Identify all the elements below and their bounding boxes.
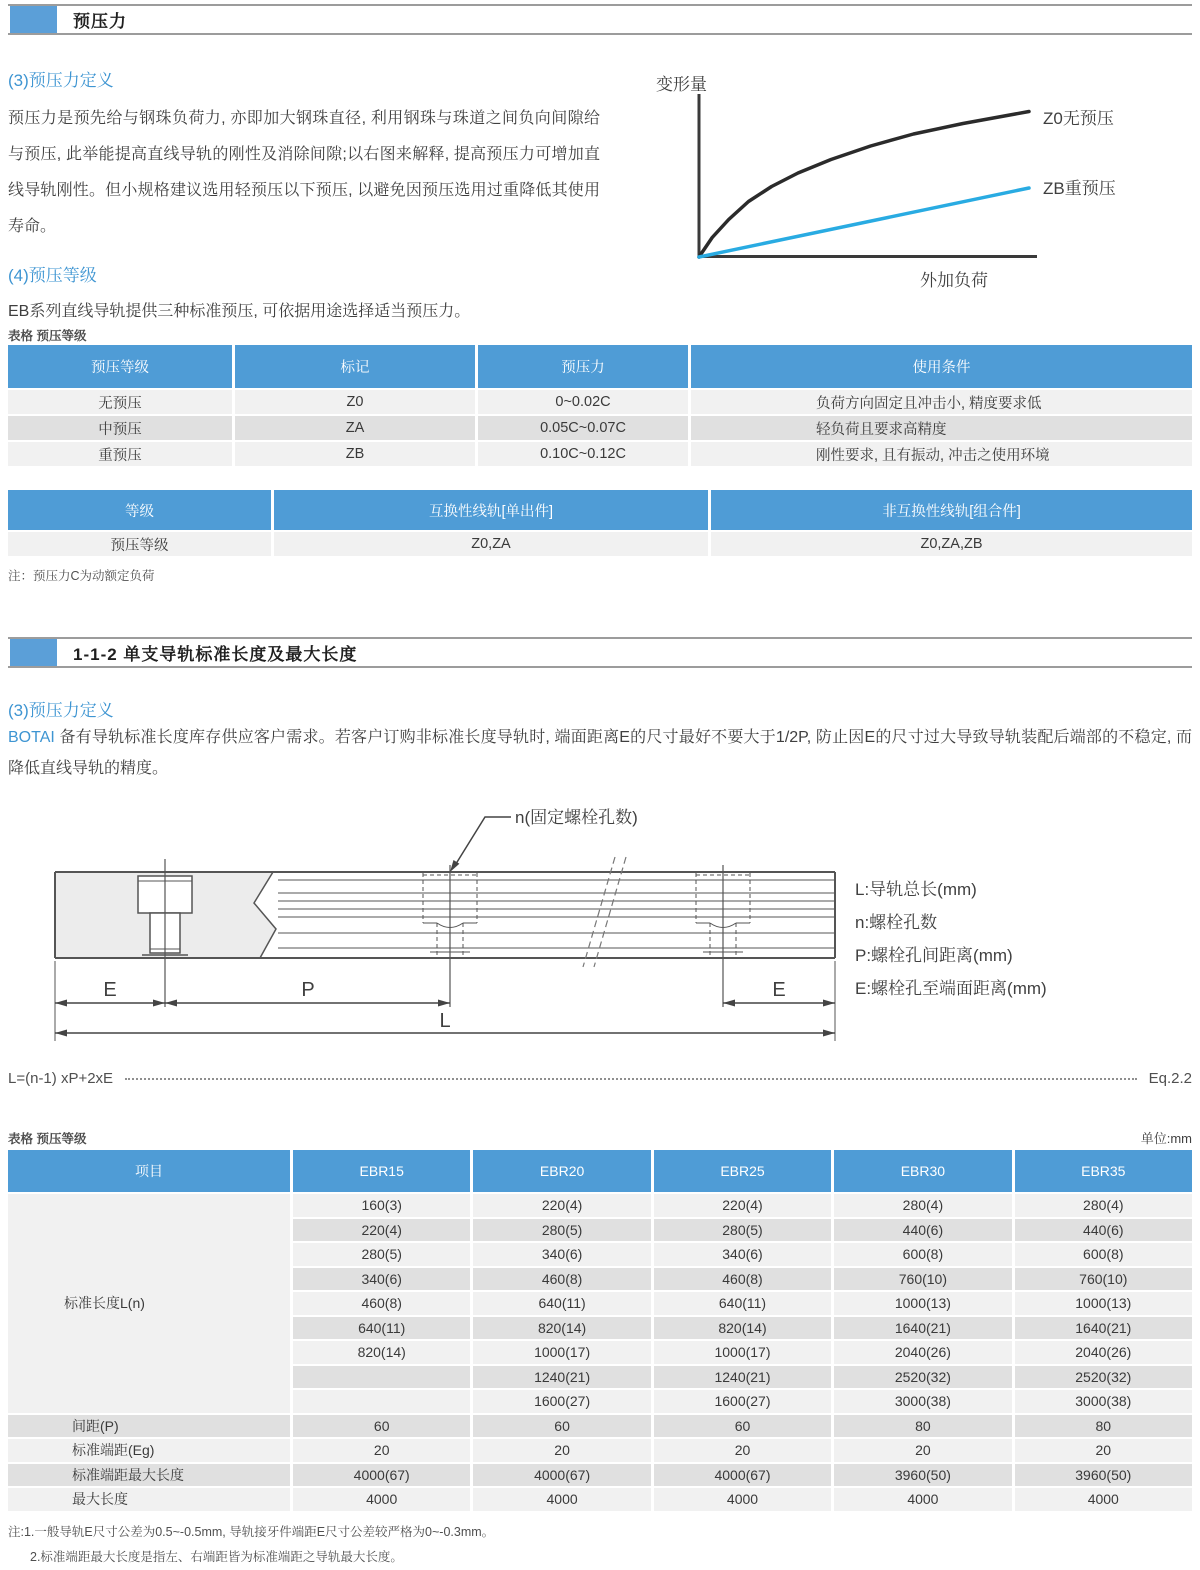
cell: 440(6) (1015, 1219, 1192, 1242)
col-header: 预压等级 (8, 345, 232, 388)
section-title: 1-1-2 单支导轨标准长度及最大长度 (73, 645, 358, 664)
dim-label-l: L (439, 1010, 451, 1032)
paragraph-preload-levels: EB系列直线导轨提供三种标准预压, 可依据用途选择适当预压力。 (8, 303, 471, 320)
cell: 3960(50) (1015, 1464, 1192, 1487)
col-header: 非互换性线轨[组合件] (711, 490, 1192, 530)
cell: 1000(13) (834, 1292, 1011, 1315)
cell: 600(8) (834, 1243, 1011, 1266)
cell: 820(14) (293, 1341, 470, 1364)
footnotes (8, 1520, 494, 1570)
cell: 4000(67) (293, 1464, 470, 1487)
rail-dimension-diagram (8, 795, 1192, 1067)
cell: 1000(13) (1015, 1292, 1192, 1315)
brand-text: BOTAI (8, 729, 55, 746)
table2-note: 注：预压力C为动额定负荷 (8, 569, 155, 583)
cell: 20 (293, 1439, 470, 1462)
formula-row (8, 1070, 1192, 1087)
col-header: EBR20 (473, 1150, 650, 1192)
cell: 4000(67) (654, 1464, 831, 1487)
diagram-legend (855, 880, 1047, 998)
cell: 无预压 (8, 390, 232, 414)
cell: 340(6) (473, 1243, 650, 1266)
cell: 80 (1015, 1415, 1192, 1438)
series-label-z0: Z0无预压 (1043, 109, 1114, 128)
section-header-standard-length (8, 637, 1192, 668)
cell: 1240(21) (654, 1366, 831, 1389)
cell: 820(14) (473, 1317, 650, 1340)
cell: 280(5) (293, 1243, 470, 1266)
dotted-leader (125, 1078, 1137, 1080)
cell: 80 (834, 1415, 1011, 1438)
cell: 1600(27) (654, 1390, 831, 1413)
footnote-1: 注:1.一般导轨E尺寸公差为0.5~-0.5mm, 导轨接牙件端距E尺寸公差较严格为0~-0.3mm。 (8, 1525, 495, 1539)
paragraph-preload-definition: 预压力是预先给与钢珠负荷力, 亦即加大钢珠直径, 利用钢珠与珠道之间负向间隙给与预压, 此举能提高直线导轨的刚性及消除间隙;以右图来解释, 提高预压力可增加直线导轨刚性。但小规格建议选用轻预压以下预压, 以避免因预压选用过重降低其使用寿命。 (8, 110, 600, 235)
cell: 640(11) (473, 1292, 650, 1315)
cell: 20 (834, 1439, 1011, 1462)
svg-text:E:螺栓孔至端面距离(mm): E:螺栓孔至端面距离(mm) (855, 979, 1047, 998)
cell: 820(14) (654, 1317, 831, 1340)
cell: 1640(21) (834, 1317, 1011, 1340)
col-header: EBR15 (293, 1150, 470, 1192)
blue-square-marker (10, 6, 57, 33)
row-label-standard-length: 标准长度L(n) (8, 1194, 290, 1413)
cell: 280(4) (1015, 1194, 1192, 1217)
cell: 0~0.02C (478, 390, 688, 414)
interchangeability-table (8, 490, 1192, 556)
row-label: 最大长度 (8, 1488, 290, 1511)
break-symbol (583, 857, 626, 967)
cell: 3960(50) (834, 1464, 1011, 1487)
cell: 4000 (654, 1488, 831, 1511)
cell: 760(10) (1015, 1268, 1192, 1291)
dim-label-e-left: E (103, 979, 117, 1001)
table3-caption: 表格 预压等级 (8, 1131, 87, 1146)
cell: 3000(38) (834, 1390, 1011, 1413)
cell: 4000 (293, 1488, 470, 1511)
cell (293, 1366, 470, 1389)
cell: 4000(67) (473, 1464, 650, 1487)
cell: 1000(17) (473, 1341, 650, 1364)
cell: 4000 (473, 1488, 650, 1511)
intro-column (8, 66, 600, 330)
col-header: EBR35 (1015, 1150, 1192, 1192)
cell: 1240(21) (473, 1366, 650, 1389)
cell: 1600(27) (473, 1390, 650, 1413)
section-header-preload (8, 4, 1192, 35)
cell: 0.05C~0.07C (478, 416, 688, 440)
table3-caption-row (8, 1128, 1192, 1147)
row-label: 标准端距最大长度 (8, 1464, 290, 1487)
cell: 1000(17) (654, 1341, 831, 1364)
cell: 160(3) (293, 1194, 470, 1217)
cell: Z0,ZA (274, 532, 708, 556)
cell: 20 (473, 1439, 650, 1462)
col-header: EBR25 (654, 1150, 831, 1192)
cell: 600(8) (1015, 1243, 1192, 1266)
cell: 重预压 (8, 442, 232, 466)
col-header: EBR30 (834, 1150, 1011, 1192)
cell: 280(4) (834, 1194, 1011, 1217)
cell: 460(8) (654, 1268, 831, 1291)
cell: 负荷方向固定且冲击小, 精度要求低 (691, 390, 1192, 414)
y-axis-label: 变形量 (656, 75, 707, 94)
rail-groove-lines (278, 880, 835, 948)
cell: 60 (654, 1415, 831, 1438)
cell: Z0 (235, 390, 475, 414)
cell: 20 (654, 1439, 831, 1462)
cell: 60 (473, 1415, 650, 1438)
heading-preload-levels: (4)预压等级 (8, 266, 97, 285)
cell: 440(6) (834, 1219, 1011, 1242)
preload-deformation-chart (622, 60, 1197, 300)
col-header: 项目 (8, 1150, 290, 1192)
cell: 460(8) (293, 1292, 470, 1315)
svg-text:n:螺栓孔数: n:螺栓孔数 (855, 913, 938, 932)
curve-z0-no-preload (699, 112, 1029, 258)
cell: ZB (235, 442, 475, 466)
cell: 640(11) (293, 1317, 470, 1340)
cell: 4000 (1015, 1488, 1192, 1511)
col-header: 标记 (235, 345, 475, 388)
cell: 60 (293, 1415, 470, 1438)
svg-text:n(固定螺栓孔数): n(固定螺栓孔数) (515, 808, 638, 827)
cell: ZA (235, 416, 475, 440)
row-label: 间距(P) (8, 1415, 290, 1438)
series-label-zb: ZB重预压 (1043, 179, 1116, 198)
paragraph-body: 备有导轨标准长度库存供应客户需求。若客户订购非标准长度导轨时, 端面距离E的尺寸最好不要大于1/2P, 防止因E的尺寸过大导致导轨装配后端部的不稳定, 而降低直线导轨的精度。 (8, 729, 1192, 777)
line-zb-heavy-preload (699, 188, 1029, 257)
cell: 2040(26) (1015, 1341, 1192, 1364)
formula-expression: L=(n-1) xP+2xE (8, 1070, 114, 1087)
cell: 280(5) (473, 1219, 650, 1242)
col-header: 使用条件 (691, 345, 1192, 388)
col-header: 等级 (8, 490, 271, 530)
cell: 0.10C~0.12C (478, 442, 688, 466)
cell: 20 (1015, 1439, 1192, 1462)
cell (293, 1390, 470, 1413)
cell: 460(8) (473, 1268, 650, 1291)
cell: 预压等级 (8, 532, 271, 556)
cell: 220(4) (293, 1219, 470, 1242)
x-axis-label: 外加负荷 (920, 271, 988, 290)
dim-label-e-right: E (772, 979, 786, 1001)
equation-number: Eq.2.2 (1148, 1070, 1192, 1087)
unit-label: 单位:mm (1140, 1131, 1192, 1146)
bolt-count-callout (450, 808, 638, 872)
col-header: 预压力 (478, 345, 688, 388)
cell: 2040(26) (834, 1341, 1011, 1364)
cell: 280(5) (654, 1219, 831, 1242)
cell: 220(4) (654, 1194, 831, 1217)
cell: 4000 (834, 1488, 1011, 1511)
cell: 刚性要求, 且有振动, 冲击之使用环境 (691, 442, 1192, 466)
table1-caption: 表格 预压等级 (8, 329, 87, 343)
cell: 轻负荷且要求高精度 (691, 416, 1192, 440)
paragraph-standard-length (8, 722, 1192, 784)
row-label: 标准端距(Eg) (8, 1439, 290, 1462)
cell: 中预压 (8, 416, 232, 440)
section-title: 预压力 (73, 12, 127, 31)
cell: Z0,ZA,ZB (711, 532, 1192, 556)
cell: 340(6) (654, 1243, 831, 1266)
cell: 760(10) (834, 1268, 1011, 1291)
cell: 3000(38) (1015, 1390, 1192, 1413)
standard-length-table (8, 1150, 1192, 1511)
blue-square-marker (10, 639, 57, 666)
svg-text:P:螺栓孔间距离(mm): P:螺栓孔间距离(mm) (855, 946, 1013, 965)
footnote-2: 2.标准端距最大长度是指左、右端距皆为标准端距之导轨最大长度。 (30, 1550, 403, 1564)
preload-grade-table (8, 345, 1192, 466)
cell: 1640(21) (1015, 1317, 1192, 1340)
svg-text:L:导轨总长(mm): L:导轨总长(mm) (855, 880, 977, 899)
cell: 220(4) (473, 1194, 650, 1217)
heading-definition-2: (3)预压力定义 (8, 701, 114, 720)
cell: 340(6) (293, 1268, 470, 1291)
heading-preload-definition: (3)预压力定义 (8, 71, 114, 90)
cell: 640(11) (654, 1292, 831, 1315)
dim-label-p: P (301, 979, 315, 1001)
cell: 2520(32) (834, 1366, 1011, 1389)
col-header: 互换性线轨[单出件] (274, 490, 708, 530)
cell: 2520(32) (1015, 1366, 1192, 1389)
